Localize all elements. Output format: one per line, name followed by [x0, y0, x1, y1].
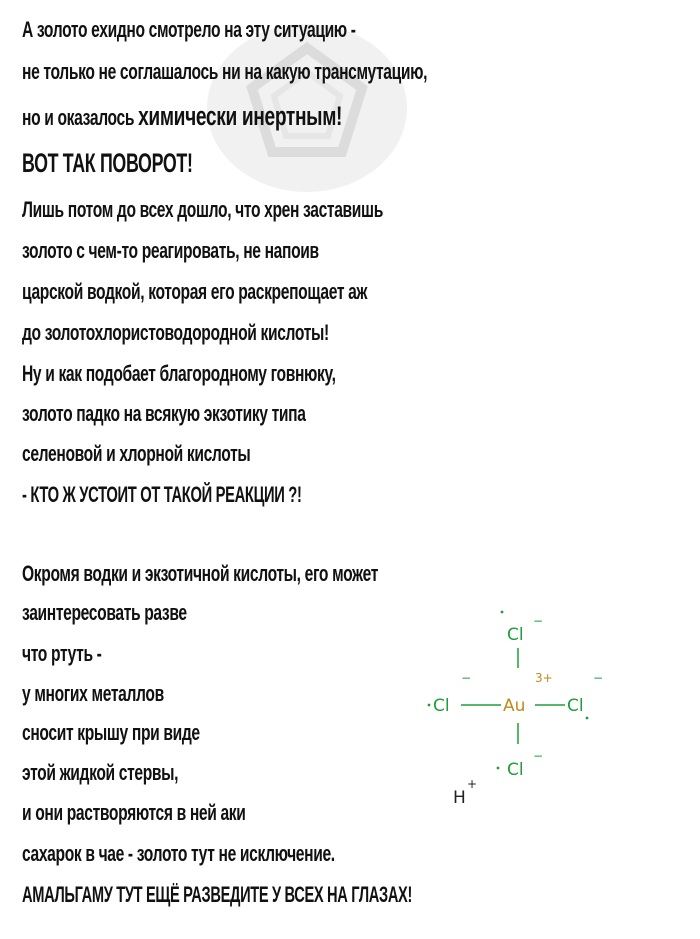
text-line: что ртуть - — [22, 641, 102, 666]
text-line: сахарок в чае - золото тут не исключение. — [22, 841, 335, 866]
text-line: АМАЛЬГАМУ ТУТ ЕЩЁ РАЗВЕДИТЕ У ВСЕХ НА ГЛАЗАХ! — [22, 882, 413, 907]
ligand-cl-right: Cl — [567, 696, 584, 716]
charge-au: 3+ — [535, 671, 553, 685]
text-line: этой жидкой стервы, — [22, 760, 179, 785]
text-line: царской водкой, которая его раскрепощает аж — [22, 279, 368, 304]
text-line: не только не соглашалось ни на какую трансмутацию, — [22, 59, 428, 84]
text-fragment: но и оказалось — [22, 105, 139, 130]
text-line: Окромя водки и экзотичной кислоты, его может — [22, 561, 378, 586]
ligand-cl-left: Cl — [433, 696, 450, 716]
text-line: селеновой и хлорной кислоты — [22, 441, 251, 466]
text-line: у многих металлов — [22, 681, 164, 706]
heading-twist: ВОТ ТАК ПОВОРОТ! — [22, 148, 193, 178]
text-line: золото падко на всякую экзотику типа — [22, 401, 306, 426]
charge-cl-bottom: − — [533, 749, 544, 763]
text-line: А золото ехидно смотрело на эту ситуацию - — [22, 17, 356, 42]
text-line: - КТО Ж УСТОИТ ОТ ТАКОЙ РЕАКЦИИ ?! — [22, 482, 302, 507]
text-line: сносит крышу при виде — [22, 720, 200, 745]
central-atom-au: Au — [503, 696, 526, 716]
text-line: и они растворяются в ней аки — [22, 800, 246, 825]
charge-cl-left: − — [461, 671, 472, 685]
text-line: заинтересовать разве — [22, 600, 187, 625]
charge-cl-right: − — [593, 671, 604, 685]
charge-h: + — [467, 777, 478, 791]
text-line: Ну и как подобает благородному говнюку, — [22, 361, 336, 386]
ligand-cl-top: Cl — [507, 625, 524, 645]
chloroauric-acid-structure — [415, 598, 615, 818]
ligand-cl-bottom: Cl — [507, 760, 524, 780]
text-line: золото с чем-то реагировать, не напоив — [22, 238, 319, 263]
charge-cl-top: − — [533, 614, 544, 628]
text-line: Лишь потом до всех дошло, что хрен заставишь — [22, 197, 383, 222]
text-line-with-emphasis — [22, 101, 342, 132]
counter-ion-h: H — [453, 788, 466, 808]
text-line: до золотохлористоводородной кислоты! — [22, 320, 329, 345]
emphasis-text: химически инертным! — [138, 101, 343, 131]
